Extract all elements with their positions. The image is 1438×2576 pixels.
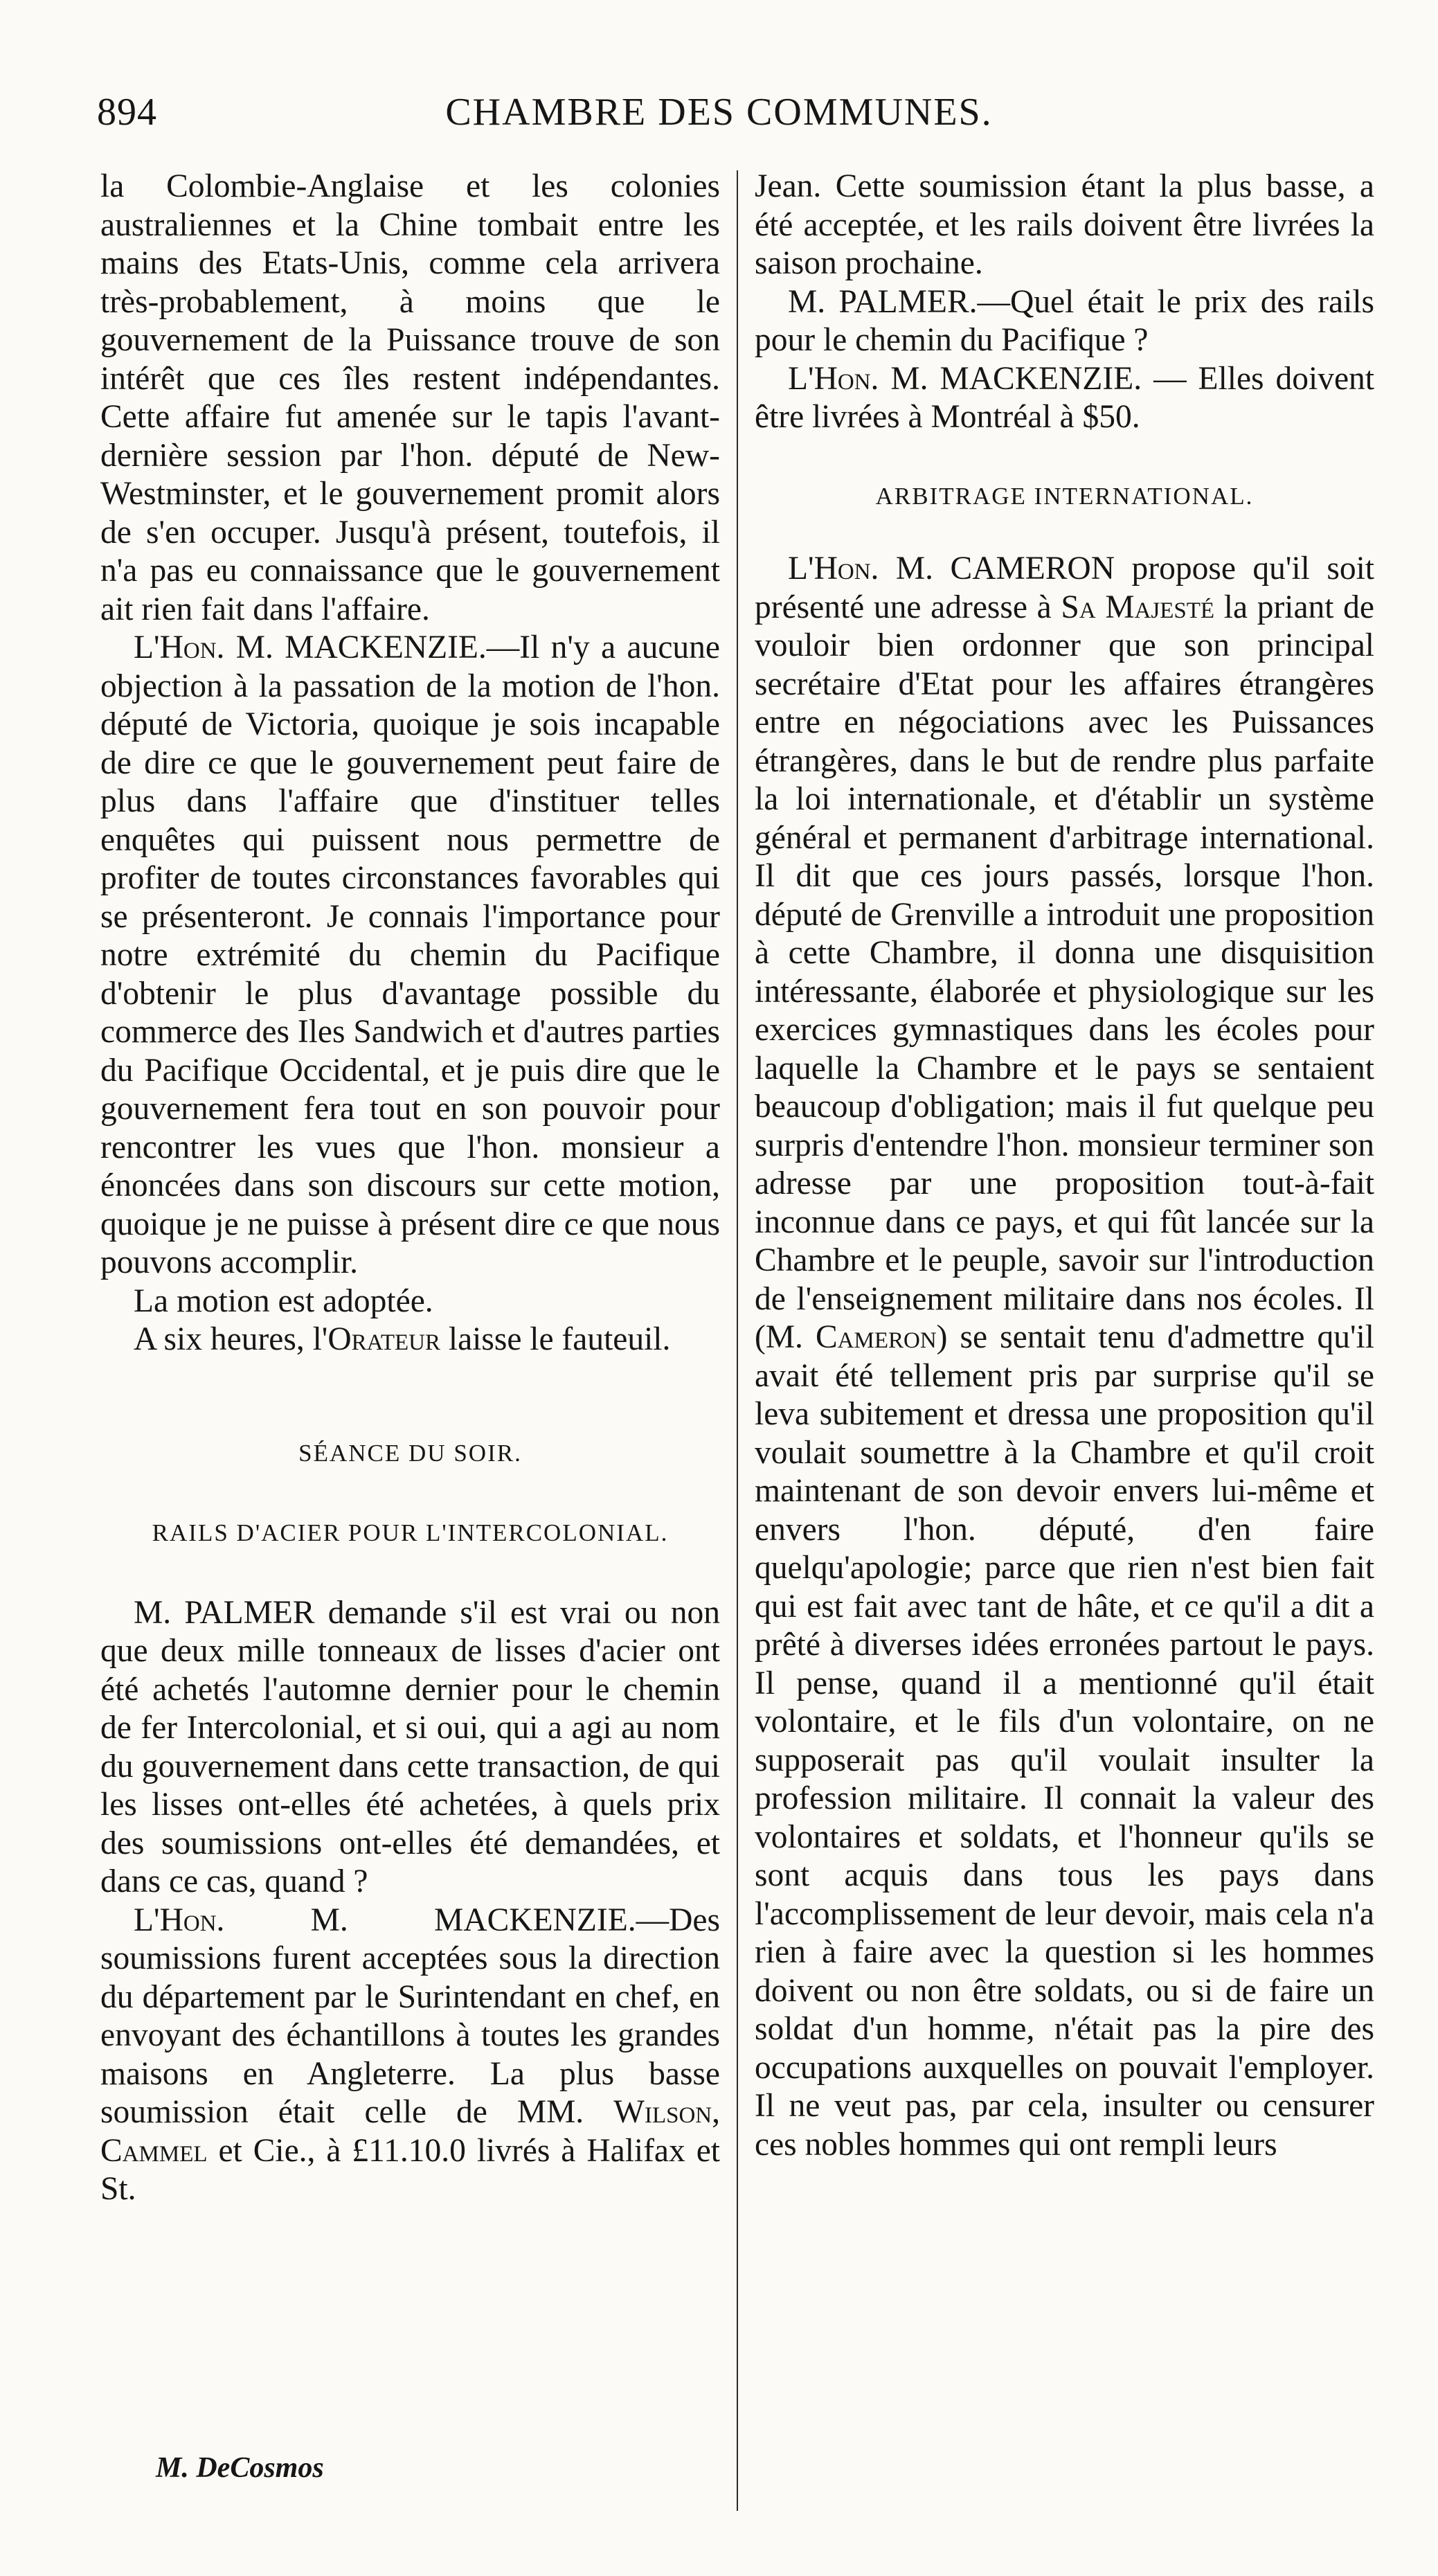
text: laisse le fauteuil. <box>440 1321 671 1357</box>
paragraph <box>100 1321 720 1359</box>
speech-text: demande s'il est vrai ou non que deux mille tonneaux de lisses d'acier ont été achetés l'automne dernier pour le chemin de fer Intercolonial, et si oui, qui a agi au nom du gouvernement dans cette transaction, de qui les lisses ont-elles été achetées, à quels prix des soumissions ont-elles été demandées, et dans ce cas, quand ? <box>100 1594 720 1899</box>
section-heading-seance: SÉANCE DU SOIR. <box>298 1439 522 1467</box>
speaker-name: M. PALMER <box>134 1594 315 1631</box>
orateur: Orateur <box>327 1321 440 1357</box>
speech-text: — Elles doivent être livrées à Montréal à $50. <box>755 360 1374 435</box>
speech-text: —Quel était le prix des rails pour le chemin du Pacifique ? <box>755 283 1374 358</box>
speech-text: ) se sentait tenu d'admettre qu'il avait été tellement pris par surprise qu'il se leva subitement et dressa une proposition qu'il voulait soumettre à la Chambre et qu'il croit maintenant de son devoir envers lui-même et envers l'hon. député, d'en faire quelqu'apologie; parce que rien n'est bien fait qui est fait avec tant de hâte, et ce qu'il a dit a prêté à diverses idées erronées partout le pays. Il pense, quand il a mentionné qu'il était volontaire, et le fils d'un volontaire, on ne supposerait pas qu'il voulait insulter la profession militaire. Il connait la valeur des volontaires et soldats, et l'honneur qu'ils se sont acquis dans tous les pays dans l'accomplissement de leur devoir, mais cela n'a rien à faire avec la question si les hommes doivent ou non être soldats, ou si de faire un soldat d'un homme, n'était pas la pire des occupations auxquelles on pouvait l'employer. Il ne veut pas, par cela, insulter ou censurer ces nobles hommes qui ont rempli leurs <box>755 1319 1374 2163</box>
running-title: CHAMBRE DES COMMUNES. <box>445 91 993 134</box>
speech-text: et Cie., à £11.10.0 livrés à Halifax et St. <box>100 2132 720 2207</box>
speech-text: —Il n'y a aucune objection à la passation de la motion de l'hon. député de Victoria, quoique je sois incapable de dire ce que le gouvernement peut faire de plus dans l'affaire que d'instituer telles enquêtes qui puissent nous permettre de profiter de toutes circonstances favorables qui se présenteront. Je connais l'importance pour notre extrémité du chemin du Pacifique d'obtenir le plus d'avantage possible du commerce des Iles Sandwich et d'autres parties du Pacifique Occidental, et je puis dire que le gouvernement fera tout en son pouvoir pour rencontrer les vues que l'hon. monsieur a énoncées dans son discours sur cette motion, quoique je ne puisse à présent dire ce que nous pouvons accomplir. <box>100 629 721 1280</box>
section-heading-rails: RAILS D'ACIER POUR L'INTERCOLONIAL. <box>152 1519 669 1546</box>
sa-majeste: Sa Majesté <box>1061 589 1215 625</box>
speaker-name: L'Hon. M. CAMERON <box>788 551 1115 587</box>
speaker-name: L'Hon. M. MACKENZIE. <box>134 629 487 665</box>
section-heading-arbitrage: ARBITRAGE INTERNATIONAL. <box>875 482 1254 510</box>
speech-text: la priant de vouloir bien ordonner que son principal secrétaire d'Etat pour les affaires étrangères entre en négociations avec les Puissances étrangères, dans le but de rendre plus parfaite la loi internationale, et d'établir un système général et permanent d'arbitrage international. Il dit que ces jours passés, lorsque l'hon. député de Grenville a introduit une proposition à cette Chambre, il donna une disquisition intéressante, élaborée et physiologique sur les exercices gymnastiques dans les écoles pour laquelle la Chambre et le pays se sentaient beaucoup d'obligation; mais il fut quelque peu surpris d'entendre l'hon. monsieur terminer son adresse par une proposition tout-à-fait inconnue dans ce pays, et qui fût lancée sur la Chambre et le peuple, savoir sur l'introduction de l'enseignement militaire dans nos écoles. Il (M. <box>755 589 1375 1355</box>
right-column <box>755 168 1374 2164</box>
paragraph <box>100 1902 720 2209</box>
left-column <box>100 168 720 2209</box>
column-rule <box>737 170 738 2511</box>
cameron: Cameron <box>815 1319 937 1355</box>
footer-catchword: M. DeCosmos <box>156 2452 324 2484</box>
speaker-name: M. PALMER. <box>788 283 978 320</box>
company-names: Wilson, Cammel <box>100 2094 720 2169</box>
paragraph: La motion est adoptée. <box>134 1282 433 1319</box>
speech-text: —Des soumissions furent acceptées sous la direction du département par le Surintendant en chef, en envoyant des échantillons à toutes les grandes maisons en Angleterre. La plus basse soumission était celle de MM. <box>100 1902 720 2130</box>
speaker-name: L'Hon. M. MACKENZIE. <box>788 360 1142 397</box>
paragraph <box>755 283 1374 360</box>
page-number: 894 <box>97 91 157 134</box>
paragraph: la Colombie-Anglaise et les colonies australiennes et la Chine tombait entre les mains des Etats-Unis, comme cela arrivera très-probablement, à moins que le gouvernement de la Puissance trouve de son intérêt que ces îles restent indépendantes. Cette affaire fut amenée sur le tapis l'avant-dernière session par l'hon. député de New-Westminster, et le gouvernement promit alors de s'en occuper. Jusqu'à présent, toutefois, il n'a pas eu connaissance que le gouvernement ait rien fait dans l'affaire. <box>100 168 720 627</box>
speech-text: propose qu'il soit présenté une adresse à <box>755 551 1374 625</box>
paragraph <box>100 1594 720 1902</box>
paragraph <box>100 629 720 1282</box>
paragraph <box>755 360 1374 437</box>
speaker-name: L'Hon. M. MACKENZIE. <box>134 1902 636 1938</box>
paragraph: Jean. Cette soumission étant la plus basse, a été acceptée, et les rails doivent être livrées la saison prochaine. <box>755 168 1374 281</box>
paragraph <box>755 550 1374 2164</box>
text: A six heures, l' <box>134 1321 328 1357</box>
